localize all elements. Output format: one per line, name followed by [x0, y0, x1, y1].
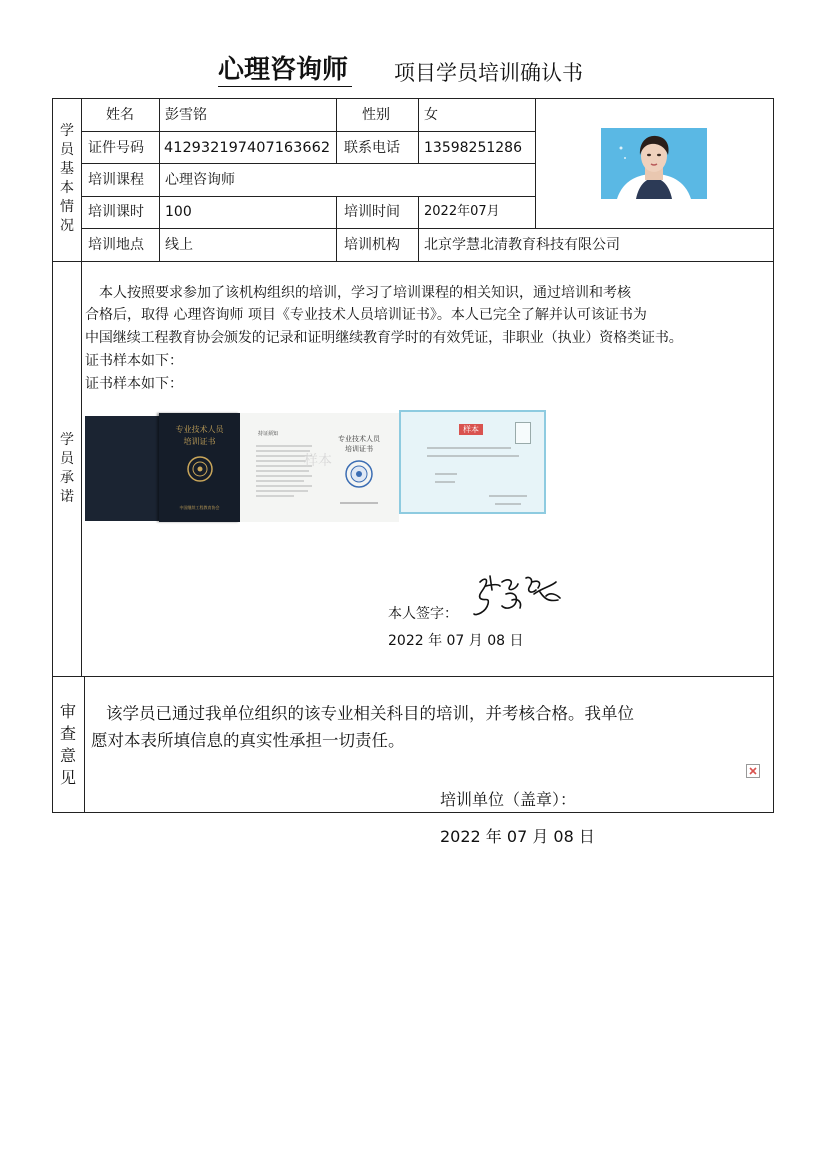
blue-emblem-icon: [344, 459, 374, 489]
inner-title-1: 专业技术人员: [338, 435, 380, 443]
sample-text-lines: [409, 440, 539, 510]
handwritten-signature: [472, 572, 564, 620]
certificate-back-cover: [85, 416, 161, 521]
notice-title: 持证须知: [258, 431, 279, 437]
time-value: 2022年07月: [424, 204, 500, 219]
broken-image-icon: [746, 764, 760, 778]
review-line-2: 愿对本表所填信息的真实性承担一切责任。: [91, 731, 405, 750]
cover-title-2: 培训证书: [183, 437, 216, 446]
student-photo: [601, 128, 707, 199]
pledge-line-2: 合格后，取得 心理咨询师 项目《专业技术人员培训证书》。本人已完全了解并认可该证书为: [85, 307, 647, 323]
pledge-line-5: 证书样本如下：: [85, 376, 183, 392]
pledge-line-4: 证书样本如下：: [85, 353, 183, 369]
cover-title-1: 专业技术人员: [175, 425, 224, 434]
id-value: 412932197407163662: [164, 140, 331, 156]
inner-title-2: 培训证书: [345, 445, 373, 453]
hours-label: 培训课时: [88, 204, 144, 220]
gender-value: 女: [424, 107, 438, 123]
signature-label: 本人签字：: [388, 606, 458, 622]
portrait-image: [601, 128, 707, 199]
review-line-1: 该学员已通过我单位组织的该专业相关科目的培训，并考核合格。我单位: [106, 704, 634, 723]
phone-value: 13598251286: [424, 140, 522, 156]
hours-value: 100: [165, 204, 192, 220]
phone-label: 联系电话: [344, 140, 400, 156]
section-label-pledge: 学员承诺: [60, 432, 74, 505]
place-label: 培训地点: [88, 237, 144, 253]
org-value: 北京学慧北清教育科技有限公司: [424, 237, 620, 253]
sample-stamp: 样本: [459, 424, 483, 435]
review-date: 2022 年 07 月 08 日: [440, 827, 595, 846]
pledge-date: 2022 年 07 月 08 日: [388, 633, 524, 649]
org-label: 培训机构: [344, 237, 400, 253]
pledge-line-3: 中国继续工程教育协会颁发的记录和证明继续教育学时的有效凭证，非职业（执业）资格类证书。: [85, 330, 683, 346]
photo-placeholder: [515, 422, 531, 444]
time-label: 培训时间: [344, 204, 400, 220]
id-label: 证件号码: [88, 140, 144, 156]
notice-text-lines: [254, 443, 316, 503]
course-value: 心理咨询师: [165, 172, 235, 188]
document-title-main: 心理咨询师: [218, 54, 352, 87]
section-label-basic-info: 学员基本情况: [60, 123, 74, 234]
certificate-sample-page: [399, 410, 546, 514]
document-title-sub: 项目学员培训确认书: [394, 61, 583, 85]
section-label-review: 审查意见: [59, 702, 76, 787]
cover-footer: 中国继续工程教育协会: [179, 505, 220, 510]
emblem-icon: [186, 455, 214, 483]
gender-label: 性别: [362, 107, 390, 123]
course-label: 培训课程: [88, 172, 144, 188]
inner-footer-line: [338, 499, 380, 507]
certificate-inner-page: [240, 413, 399, 522]
name-label: 姓名: [106, 107, 134, 123]
place-value: 线上: [165, 237, 193, 253]
pledge-line-1: 本人按照要求参加了该机构组织的培训，学习了培训课程的相关知识，通过培训和考核: [99, 285, 631, 301]
name-value: 彭雪铭: [165, 107, 207, 123]
review-unit-label: 培训单位（盖章）：: [440, 790, 577, 809]
sample-watermark: 样本: [304, 453, 332, 469]
certificate-front-cover: [159, 413, 240, 522]
